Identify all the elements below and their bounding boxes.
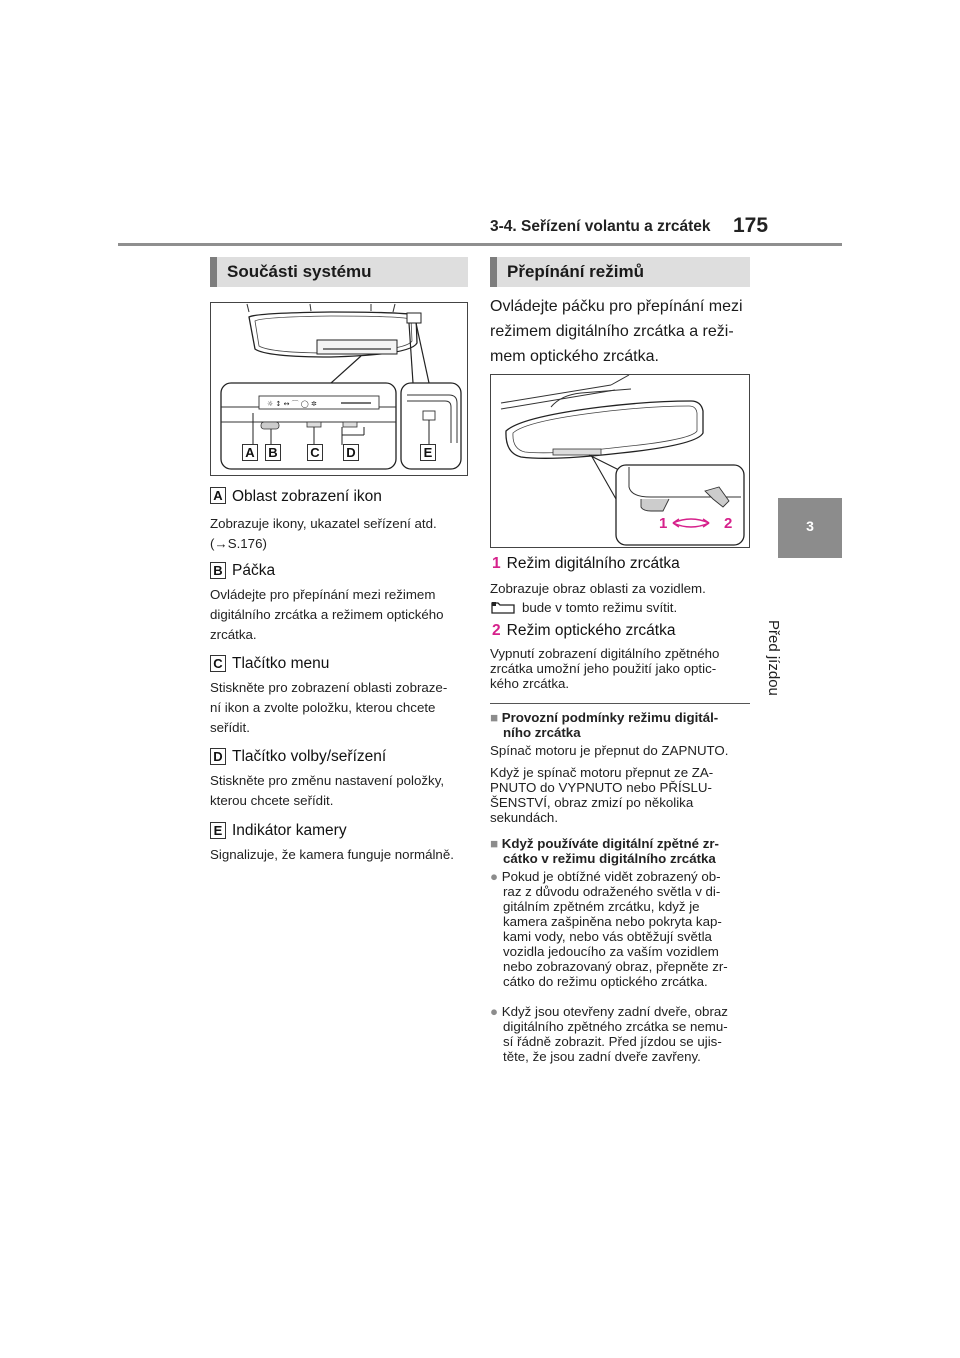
intro-line: Ovládejte páčku pro přepínání mezi — [490, 298, 743, 315]
note-para-line: PNUTO do VYPNUTO nebo PŘÍSLU- — [490, 780, 712, 795]
intro-line: mem optického zrcátka. — [490, 348, 659, 365]
note-1-heading — [490, 710, 718, 740]
mode-lever-illustration — [491, 375, 749, 547]
bullet-line: vozidla jedoucího za vaším vozidlem — [503, 944, 719, 959]
bullet-line: kamera zašpiněna nebo pokryta kap- — [503, 914, 722, 929]
bullet-line: raz z důvodu odraženého světla v di- — [503, 884, 721, 899]
item-desc-line: digitálního zrcátka a režimem optického — [210, 607, 444, 622]
item-letter-d: D — [210, 748, 226, 765]
mode-1-title — [492, 555, 680, 573]
bullet-line: gitálním zpětném zrcátku, když je — [503, 899, 700, 914]
item-letter-c: C — [210, 655, 226, 672]
mode-desc-line: Vypnutí zobrazení digitálního zpětného — [490, 646, 720, 661]
bullet-line: cátko do režimu optického zrcátka. — [503, 974, 708, 989]
bullet-line: Pokud je obtížné vidět zobrazený ob- — [501, 869, 721, 884]
item-desc-line: (→S.176) — [210, 536, 267, 551]
note-1-para-1 — [490, 743, 728, 758]
bullet-line: Když jsou otevřeny zadní dveře, obraz — [501, 1004, 728, 1019]
chapter-tab-number: 3 — [806, 518, 814, 534]
item-desc-e — [210, 845, 454, 865]
note-para-line: Spínač motoru je přepnut do ZAPNUTO. — [490, 743, 729, 758]
item-title-d: Tlačítko volby/seřízení — [232, 748, 387, 765]
square-marker-icon: ■ — [490, 836, 499, 851]
section-heading-system-parts: Součásti systému — [210, 257, 468, 287]
item-desc-line: zrcátka. — [210, 627, 257, 642]
item-desc-a — [210, 514, 437, 554]
mode-intro — [490, 294, 743, 369]
bullet-marker-icon: ● — [490, 869, 499, 884]
note-heading-line: Provozní podmínky režimu digitál- — [501, 710, 719, 725]
square-marker-icon: ■ — [490, 710, 499, 725]
header-rule — [118, 243, 842, 246]
item-desc-line: Signalizuje, že kamera funguje normálně. — [210, 847, 454, 862]
mode-2-desc — [490, 646, 719, 691]
note-2-bullet-1 — [490, 869, 728, 989]
mode-2-number: 2 — [492, 622, 501, 639]
mode-desc-line: bude v tomto režimu svítit. — [522, 600, 678, 615]
item-desc-line: seřídit. — [210, 720, 250, 735]
note-2-bullet-2 — [490, 1004, 728, 1064]
bullet-line: těte, že jsou zadní dveře zavřeny. — [503, 1049, 701, 1064]
bullet-line: sí řádně zobrazit. Před jízdou se ujis- — [503, 1034, 722, 1049]
note-para-line: Když je spínač motoru přepnut ze ZA- — [490, 765, 714, 780]
item-title-b: Páčka — [232, 562, 276, 579]
chapter-tab-label — [765, 570, 850, 696]
note-para-line: ŠENSTVÍ, obraz zmizí po několika — [490, 795, 694, 810]
item-desc-line: Stiskněte pro zobrazení oblasti zobraze- — [210, 680, 448, 695]
mode-1-desc — [490, 579, 706, 617]
note-2-heading — [490, 836, 719, 866]
item-desc-line: ní ikon a zvolte položku, kterou chcete — [210, 700, 436, 715]
mode-lever-figure — [490, 374, 750, 548]
figure-label-e: E — [420, 444, 436, 461]
figure-label-d: D — [343, 444, 359, 461]
item-title-e: Indikátor kamery — [232, 822, 347, 839]
figure-label-1: 1 — [659, 515, 668, 532]
item-desc-line: Ovládejte pro přepínání mezi režimem — [210, 587, 436, 602]
camera-indicator-icon — [423, 411, 435, 420]
item-desc-line: kterou chcete seřídit. — [210, 793, 334, 808]
item-desc-b — [210, 585, 444, 645]
item-desc-line: Stiskněte pro změnu nastavení položky, — [210, 773, 445, 788]
mode-2-title — [492, 622, 675, 640]
item-letter-e: E — [210, 822, 226, 839]
bullet-line: digitálního zpětného zrcátka se nemu- — [503, 1019, 728, 1034]
notes-divider — [490, 703, 750, 704]
mode-desc-line: zrcátka umožní jeho použití jako optic- — [490, 661, 717, 676]
bullet-line: nebo zobrazovaný obraz, přepněte zr- — [503, 959, 728, 974]
mode-1-title-text: Režim digitálního zrcátka — [506, 555, 680, 572]
note-heading-line: cátko v režimu digitálního zrcátka — [503, 851, 716, 866]
item-title-a: Oblast zobrazení ikon — [232, 488, 382, 505]
bullet-marker-icon: ● — [490, 1004, 499, 1019]
note-heading-line: Když používáte digitální zpětné zr- — [501, 836, 719, 851]
item-letter-b: B — [210, 562, 226, 579]
item-title-c: Tlačítko menu — [232, 655, 330, 672]
mode-2-title-text: Režim optického zrcátka — [506, 622, 676, 639]
figure-label-c: C — [307, 444, 323, 461]
mode-1-number: 1 — [492, 555, 501, 572]
camera-indicator-icon — [490, 601, 516, 615]
svg-text:☼ ↕ ↔ ⌒ ◯ ✲: ☼ ↕ ↔ ⌒ ◯ ✲ — [267, 400, 317, 408]
figure-label-a: A — [242, 444, 258, 461]
mode-desc-line: kého zrcátka. — [490, 676, 570, 691]
figure-label-2: 2 — [724, 515, 733, 532]
intro-line: režimem digitálního zrcátka a reži- — [490, 323, 734, 340]
chapter-tab-label-text: Před jízdou — [765, 620, 782, 696]
section-heading-mode-switching: Přepínání režimů — [490, 257, 750, 287]
mode-desc-line-with-icon — [490, 598, 706, 617]
item-letter-a: A — [210, 487, 226, 504]
mode-desc-line: Zobrazuje obraz oblasti za vozidlem. — [490, 581, 706, 596]
chapter-header-title: 3-4. Seřízení volantu a zrcátek — [490, 218, 711, 235]
item-desc-d — [210, 771, 444, 811]
page-number: 175 — [733, 214, 769, 237]
note-para-line: sekundách. — [490, 810, 559, 825]
item-desc-line: Zobrazuje ikony, ukazatel seřízení atd. — [210, 516, 437, 531]
note-1-para-2 — [490, 765, 713, 825]
note-heading-line: ního zrcátka — [503, 725, 581, 740]
item-desc-c — [210, 678, 447, 738]
bullet-line: kami vody, nebo vás obtěžují světla — [503, 929, 712, 944]
figure-label-b: B — [265, 444, 281, 461]
